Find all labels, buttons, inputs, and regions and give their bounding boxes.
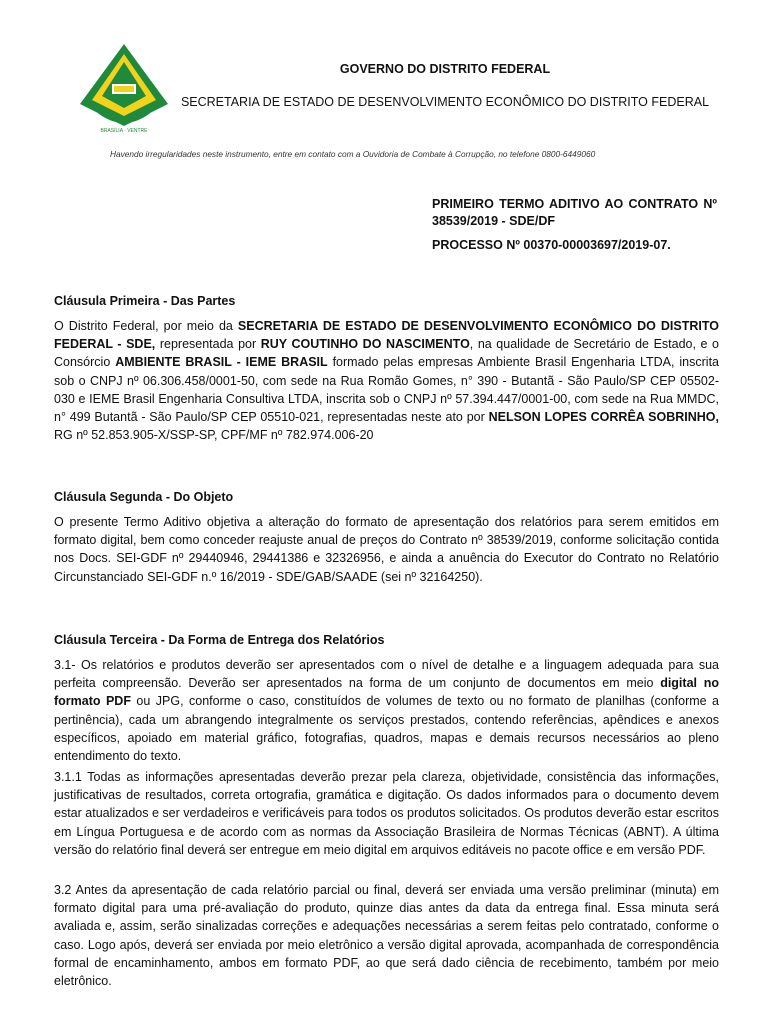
- secretariat-title: SECRETARIA DE ESTADO DE DESENVOLVIMENTO ECONÔMICO DO DISTRITO FEDERAL: [180, 95, 710, 109]
- process-number: PROCESSO Nº 00370-00003697/2019-07.: [432, 238, 671, 252]
- government-title: GOVERNO DO DISTRITO FEDERAL: [339, 62, 551, 76]
- clause-3-paragraph-3-2: 3.2 Antes da apresentação de cada relatório parcial ou final, deverá ser enviada uma versão preliminar (minuta) em formato digital para uma pré-avaliação do produto, quinze dias antes da data da entrega final. Essa minuta será avaliada e, assim, serão sinalizadas correções e adequações necessárias a serem feitas pelo contratado, conforme o caso. Logo após, deverá ser enviada por meio eletrônico a versão digital aprovada, acompanhada de correspondência formal de encaminhamento, ambos em formato PDF, ao que será dado ciência de recebimento, também por meio eletrônico.: [54, 883, 719, 989]
- clause-2-text: O presente Termo Aditivo objetiva a alteração do formato de apresentação dos relatórios para serem emitidos em formato digital, bem como conceder reajuste anual de preços do Contrato nº 38539/2019, conforme solicitação contida nos Docs. SEI-GDF nº 29440946, 29441386 e 32326956, e ainda a anuência do Executor do Contrato no Relatório Circunstanciado SEI-GDF n.º 16/2019 - SDE/GAB/SAADE (sei nº 32164250).: [54, 515, 719, 584]
- clause-3-heading: Cláusula Terceira - Da Forma de Entrega dos Relatórios: [54, 633, 385, 647]
- clause-1-text: O Distrito Federal, por meio da SECRETARIA DE ESTADO DE DESENVOLVIMENTO ECONÔMICO DO DISTRITO FEDERAL - SDE, representada por RUY COUTINHO DO NASCIMENTO, na qualidade de Secretário de Estado, e o Consórcio AMBIENTE BRASIL - IEME BRASIL formado pelas empresas Ambiente Brasil Engenharia LTDA, inscrita sob o CNPJ nº 06.306.458/0001-50, com sede na Rua Romão Gomes, n° 390 - Butantã - São Paulo/SP CEP 05502-030 e IEME Brasil Engenharia Consultiva LTDA, inscrita sob o CNPJ nº 57.394.447/0001-00, com sede na Rua MMDC, n° 499 Butantã - São Paulo/SP CEP 05510-021, representadas neste ato por NELSON LOPES CORRÊA SOBRINHO, RG nº 52.853.905-X/SSP-SP, CPF/MF nº 782.974.006-20: [54, 319, 720, 443]
- svg-text:BRASÍLIA · VENTRE: BRASÍLIA · VENTRE: [100, 128, 148, 134]
- clause-3-paragraph-3-1-1: 3.1.1 Todas as informações apresentadas deverão prezar pela clareza, objetividade, consistência das informações, justificativas de resultados, correta ortografia, gramática e digitação. Os dados informados para o documento devem estar atualizados e ser verdadeiros e verificáveis para todos os produtos solicitados. Os produtos deverão estar escritos em Língua Portuguesa e de acordo com as normas da Associação Brasileira de Normas Técnicas (ABNT). A última versão do relatório final deverá ser entregue em meio digital em arquivos editáveis no pacote office e em versão PDF.: [54, 770, 719, 857]
- gdf-coat-of-arms-logo: [76, 42, 172, 134]
- clause-1-heading: Cláusula Primeira - Das Partes: [54, 294, 236, 308]
- clause-3-paragraph-3-1: 3.1- Os relatórios e produtos deverão ser apresentados com o nível de detalhe e a linguagem adequada para sua perfeita compreensão. Deverão ser apresentados na forma de um conjunto de documentos em meio digital no formato PDF ou JPG, conforme o caso, constituídos de volumes de texto ou no formato de planilhas (conforme a pertinência), cada um abrangendo integralmente os serviços prestados, contendo referências, apêndices e anexos específicos, apoiado em material gráfico, fotografias, quadros, mapas e demais recursos necessários ao pleno entendimento do texto.: [54, 658, 720, 764]
- contract-title: PRIMEIRO TERMO ADITIVO AO CONTRATO Nº 38539/2019 - SDE/DF: [432, 197, 717, 228]
- ouvidoria-notice: Havendo irregularidades neste instrumento, entre em contato com a Ouvidoria de Combate à Corrupção, no telefone 0800-6449060: [110, 149, 596, 159]
- clause-2-heading: Cláusula Segunda - Do Objeto: [54, 490, 234, 504]
